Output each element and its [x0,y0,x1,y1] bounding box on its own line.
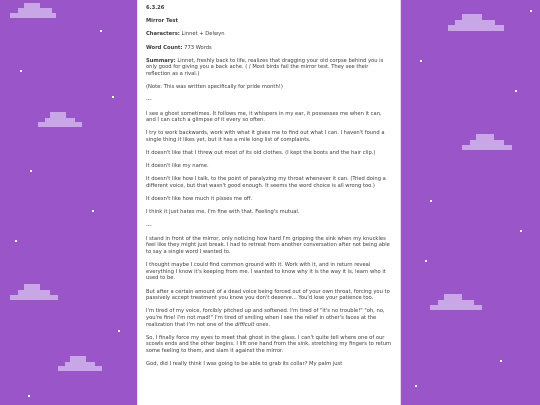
wordcount-line [146,45,392,52]
story-part-2 [146,236,392,368]
cloud-icon [462,134,512,150]
characters-value: Linnet + Delwyn [181,31,225,38]
story-paragraph: It doesn't like that I threw out most of its old clothes. (I kept the boots and the hair clip.) [146,150,376,157]
author-note: (Note: This was written specifically for pride month!) [146,84,283,91]
story-paragraph: I thought maybe I could find common ground with it. Work with it, and in return reveal everything I know it's keeping from me. I wanted to know why it is the way it is, learn who it used to be. [146,262,386,282]
cloud-icon [10,3,56,18]
post-title: Mirror Test [146,18,178,25]
summary [146,58,392,78]
characters-line [146,31,392,38]
story-paragraph: God, did I really think I was going to be able to grab its collar? My palm just [146,361,343,368]
cloud-icon [10,284,58,300]
summary-text: Linnet, freshly back to life, realizes that dragging your old corpse behind you is only good for giving you a back ache. ( / Most birds fail the mirror test. They see their reflection as a rival.) [146,57,384,77]
story-paragraph: It doesn't like how I talk, to the point of paralyzing my throat whenever it can. (Tried doing a different voice, but that wasn't good enough. It seems the word choice is all wrong too.) [146,176,386,190]
emphasis-text: difficult [234,321,255,328]
wordcount-label: Word Count: [146,44,183,51]
story-part-1 [146,111,392,217]
characters-label: Characters: [146,31,180,38]
wordcount-value: 773 Words [184,44,212,51]
cloud-icon [430,294,482,310]
fic-post [137,0,401,405]
story-paragraph: It doesn't like my name. [146,163,209,170]
story-paragraph: But after a certain amount of a dead voice being forced out of your own throat, forcing you to passively accept treatment you know you don't deserve... You'd lose your patience too. [146,288,390,302]
cloud-icon [448,14,504,31]
story-text: I'm tired of my voice, forcibly pitched up and softened. I'm tired of "it's no trouble!" "oh, no, you're fine! I'm not mad!" I'm tired of smiling when I see the relief in other's faces at the realization that I'm not one of the [146,308,385,328]
cloud-icon [58,356,102,371]
section-divider: --- [146,222,152,229]
story-paragraph: I think it just hates me. I'm fine with that. Feeling's mutual. [146,209,300,216]
summary-label: Summary: [146,57,176,64]
story-paragraph: I stand in front of the mirror, only noticing how hard I'm gripping the sink when my knuckles feel like they might just break. I had to retreat from another conversation after not being able to say a single word I wanted to. [146,235,390,255]
story-paragraph: It doesn't like how much it pisses me off. [146,196,253,203]
section-divider: --- [146,97,152,104]
story-text: ones. [256,321,271,328]
story-paragraph [146,308,392,328]
story-paragraph: I see a ghost sometimes. It follows me, it whispers in my ear, it possesses me when it can, and I can catch a glimpse of it every so often. [146,110,382,124]
story-paragraph: So, I finally force my eyes to meet that ghost in the glass. I can't quite tell where one of our scowls ends and the other begins. I lift one hand from the sink, stretching my fingers to return some feeling to them, and slam it against the mirror. [146,334,392,354]
story-paragraph: I try to work backwards, work with what it gives me to find out what I can. I haven't found a single thing it likes yet, but it has a mile long list of complaints. [146,130,385,143]
cloud-icon [38,112,82,127]
post-date: 6.3.26 [146,5,165,11]
